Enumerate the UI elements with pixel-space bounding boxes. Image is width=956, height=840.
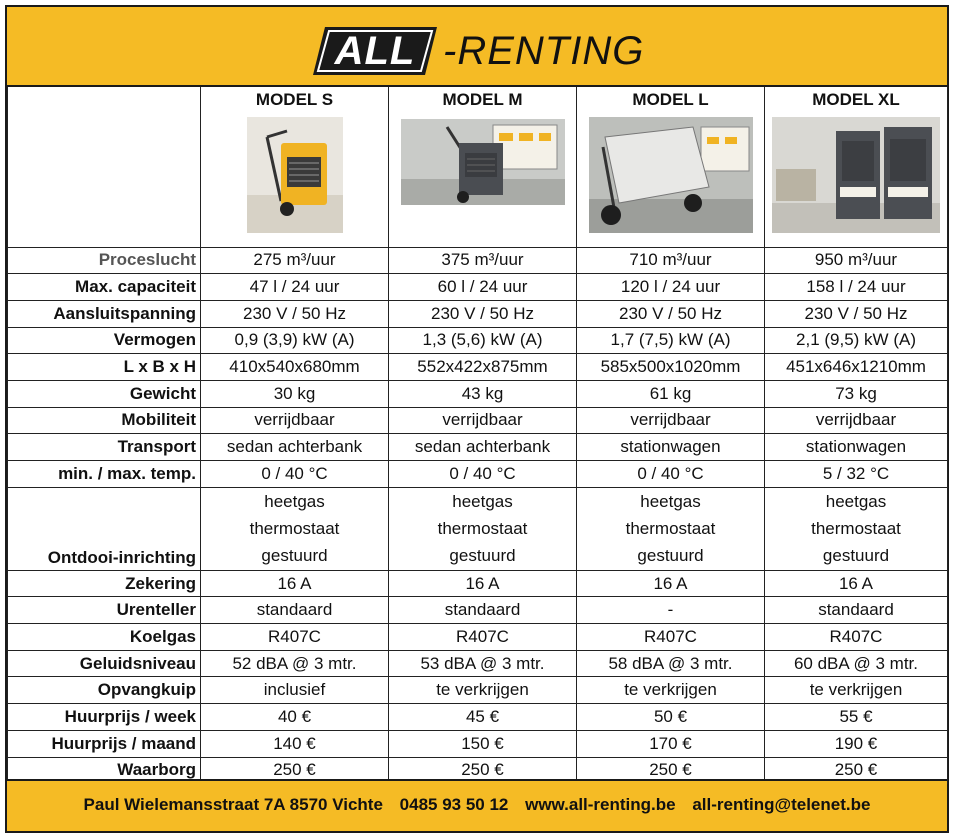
logo-renting-text: -RENTING: [443, 28, 645, 73]
spec-value: inclusief: [201, 677, 389, 704]
spec-value: [765, 487, 948, 570]
spec-value: 275 m³/uur: [201, 247, 389, 274]
spec-value: 0 / 40 °C: [389, 461, 577, 488]
dehumidifier-xl-photo: [772, 117, 940, 233]
model-header-xl: [765, 87, 948, 247]
spec-value-line: thermostaat: [811, 519, 901, 539]
spec-value: 230 V / 50 Hz: [201, 300, 389, 327]
spec-sheet: [5, 5, 949, 833]
spec-value: 250 €: [389, 757, 577, 784]
spec-value: 158 l / 24 uur: [765, 274, 948, 301]
spec-row-urenteller: [8, 597, 948, 624]
model-name: MODEL S: [255, 90, 334, 109]
spec-value: standaard: [765, 597, 948, 624]
spec-value: verrijdbaar: [577, 407, 765, 434]
spec-value: 950 m³/uur: [765, 247, 948, 274]
row-label: Vermogen: [8, 327, 201, 354]
spec-value: 1,3 (5,6) kW (A): [389, 327, 577, 354]
model-header-row: [8, 87, 948, 247]
spec-value-line: heetgas: [640, 492, 701, 512]
spec-value: 47 l / 24 uur: [201, 274, 389, 301]
spec-value: 58 dBA @ 3 mtr.: [577, 650, 765, 677]
spec-value: 60 dBA @ 3 mtr.: [765, 650, 948, 677]
spec-value: stationwagen: [577, 434, 765, 461]
spec-row-max-capaciteit: [8, 274, 948, 301]
model-name: MODEL XL: [812, 90, 900, 109]
row-label: Gewicht: [8, 380, 201, 407]
model-header-l: [577, 87, 765, 247]
model-header-s: [201, 87, 389, 247]
spec-value: -: [577, 597, 765, 624]
brand-logo: [313, 25, 644, 77]
spec-value: te verkrijgen: [577, 677, 765, 704]
spec-value: 50 €: [577, 704, 765, 731]
spec-value: 552x422x875mm: [389, 354, 577, 381]
spec-value: 60 l / 24 uur: [389, 274, 577, 301]
dehumidifier-l-photo: [589, 117, 753, 233]
spec-value: 0 / 40 °C: [577, 461, 765, 488]
spec-value: stationwagen: [765, 434, 948, 461]
row-label: min. / max. temp.: [8, 461, 201, 488]
spec-value-line: thermostaat: [437, 519, 528, 539]
row-label: L x B x H: [8, 354, 201, 381]
model-name: MODEL L: [632, 90, 709, 109]
spec-table: [7, 87, 948, 784]
row-label: Transport: [8, 434, 201, 461]
spec-row-proceslucht: [8, 247, 948, 274]
spec-row-huurprijs-week: [8, 704, 948, 731]
spec-value: 16 A: [765, 570, 948, 597]
row-label: Aansluitspanning: [8, 300, 201, 327]
spec-value: verrijdbaar: [201, 407, 389, 434]
spec-value: 0,9 (3,9) kW (A): [201, 327, 389, 354]
spec-value: R407C: [577, 624, 765, 651]
spec-row-geluidsniveau: [8, 650, 948, 677]
spec-value: R407C: [389, 624, 577, 651]
logo-all-badge: [313, 27, 437, 75]
row-label: Waarborg: [8, 757, 201, 784]
spec-value: [577, 487, 765, 570]
spec-row-aansluitspanning: [8, 300, 948, 327]
spec-value: R407C: [765, 624, 948, 651]
footer-phone: 0485 93 50 12: [399, 795, 509, 814]
spec-value-line: heetgas: [264, 492, 325, 512]
spec-value-line: thermostaat: [249, 519, 340, 539]
row-label: Huurprijs / maand: [8, 730, 201, 757]
spec-value: 30 kg: [201, 380, 389, 407]
row-label: Ontdooi-inrichting: [8, 487, 201, 570]
spec-row-ontdooi-inrichting: [8, 487, 948, 570]
model-name: MODEL M: [442, 90, 523, 109]
spec-value: 230 V / 50 Hz: [577, 300, 765, 327]
spec-row-mobiliteit: [8, 407, 948, 434]
spec-value: 140 €: [201, 730, 389, 757]
spec-row-min-max-temp: [8, 461, 948, 488]
footer-address: Paul Wielemansstraat 7A 8570 Vichte: [83, 795, 383, 814]
dehumidifier-m-photo: [401, 119, 565, 205]
spec-row-transport: [8, 434, 948, 461]
spec-value-line: gestuurd: [637, 546, 704, 566]
spec-row-koelgas: [8, 624, 948, 651]
spec-value: 375 m³/uur: [389, 247, 577, 274]
contact-footer: [7, 779, 947, 831]
model-header-m: [389, 87, 577, 247]
spec-value: standaard: [389, 597, 577, 624]
spec-value: 710 m³/uur: [577, 247, 765, 274]
row-label: Proceslucht: [8, 247, 201, 274]
spec-value: 150 €: [389, 730, 577, 757]
logo-all-text: ALL: [334, 29, 416, 73]
spec-value: R407C: [201, 624, 389, 651]
row-label: Geluidsniveau: [8, 650, 201, 677]
spec-row-zekering: [8, 570, 948, 597]
spec-value-line: gestuurd: [822, 546, 890, 566]
spec-value: 170 €: [577, 730, 765, 757]
row-label: Koelgas: [8, 624, 201, 651]
row-label: Urenteller: [8, 597, 201, 624]
spec-value: 53 dBA @ 3 mtr.: [389, 650, 577, 677]
spec-value: 250 €: [201, 757, 389, 784]
spec-value: 45 €: [389, 704, 577, 731]
spec-row-huurprijs-maand: [8, 730, 948, 757]
spec-value: standaard: [201, 597, 389, 624]
spec-value: verrijdbaar: [389, 407, 577, 434]
footer-email[interactable]: all-renting@telenet.be: [692, 795, 871, 814]
spec-value-line: gestuurd: [261, 546, 328, 566]
spec-value: sedan achterbank: [201, 434, 389, 461]
brand-header: [7, 7, 947, 87]
spec-row-gewicht: [8, 380, 948, 407]
spec-value: 61 kg: [577, 380, 765, 407]
dehumidifier-s-photo: [247, 117, 343, 233]
row-label: Mobiliteit: [8, 407, 201, 434]
spec-value: te verkrijgen: [389, 677, 577, 704]
spec-value: [201, 487, 389, 570]
spec-value-line: heetgas: [452, 492, 513, 512]
spec-value: 16 A: [577, 570, 765, 597]
spec-value-line: gestuurd: [449, 546, 516, 566]
contact-line: [7, 795, 947, 815]
spec-value: 451x646x1210mm: [765, 354, 948, 381]
spec-value-line: thermostaat: [625, 519, 716, 539]
spec-value: 410x540x680mm: [201, 354, 389, 381]
row-label: Opvangkuip: [8, 677, 201, 704]
footer-website[interactable]: www.all-renting.be: [525, 795, 676, 814]
spec-value: 0 / 40 °C: [201, 461, 389, 488]
spec-value: 5 / 32 °C: [765, 461, 948, 488]
spec-value: 1,7 (7,5) kW (A): [577, 327, 765, 354]
spec-value: 40 €: [201, 704, 389, 731]
row-label: Huurprijs / week: [8, 704, 201, 731]
spec-row-l-x-b-x-h: [8, 354, 948, 381]
row-label: Zekering: [8, 570, 201, 597]
spec-value: 585x500x1020mm: [577, 354, 765, 381]
spec-row-vermogen: [8, 327, 948, 354]
spec-value: 230 V / 50 Hz: [765, 300, 948, 327]
spec-value: sedan achterbank: [389, 434, 577, 461]
spec-value: 16 A: [201, 570, 389, 597]
spec-value: 52 dBA @ 3 mtr.: [201, 650, 389, 677]
spec-value: 230 V / 50 Hz: [389, 300, 577, 327]
row-label: Max. capaciteit: [8, 274, 201, 301]
spec-value: 250 €: [577, 757, 765, 784]
spec-value: 190 €: [765, 730, 948, 757]
spec-value: 250 €: [765, 757, 948, 784]
corner-cell: [8, 87, 201, 247]
spec-value: verrijdbaar: [765, 407, 948, 434]
spec-value-line: heetgas: [825, 492, 887, 512]
spec-value: 2,1 (9,5) kW (A): [765, 327, 948, 354]
spec-value: [389, 487, 577, 570]
spec-value: 55 €: [765, 704, 948, 731]
spec-row-opvangkuip: [8, 677, 948, 704]
spec-value: te verkrijgen: [765, 677, 948, 704]
spec-value: 120 l / 24 uur: [577, 274, 765, 301]
spec-value: 16 A: [389, 570, 577, 597]
spec-value: 43 kg: [389, 380, 577, 407]
spec-value: 73 kg: [765, 380, 948, 407]
